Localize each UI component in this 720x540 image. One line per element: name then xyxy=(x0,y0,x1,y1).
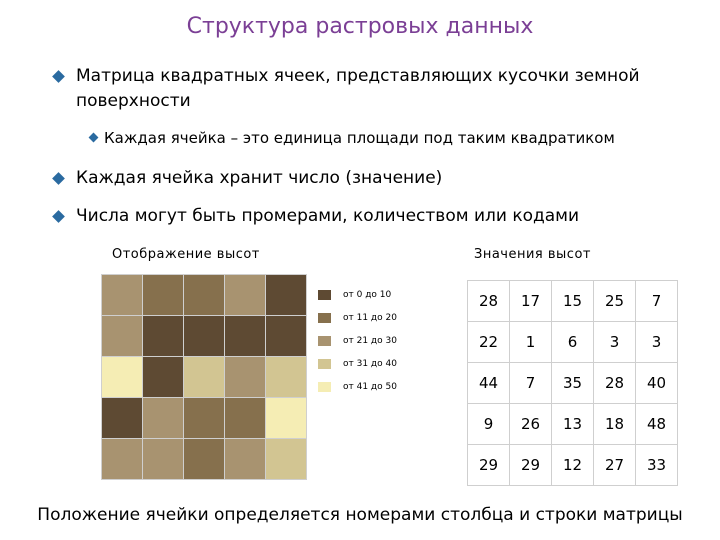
value-cell: 40 xyxy=(636,363,678,404)
value-cell: 35 xyxy=(552,363,594,404)
raster-cell xyxy=(143,357,183,397)
raster-cell xyxy=(102,275,142,315)
raster-cell xyxy=(225,275,265,315)
value-cell: 15 xyxy=(552,281,594,322)
footer-text: Положение ячейки определяется номерами столбца и строки матрицы xyxy=(37,505,683,525)
value-cell: 22 xyxy=(468,322,510,363)
legend-item xyxy=(318,375,397,398)
raster-cell xyxy=(184,275,224,315)
raster-cell xyxy=(102,357,142,397)
value-cell: 29 xyxy=(510,445,552,486)
raster-cell xyxy=(266,439,306,479)
raster-cell xyxy=(184,398,224,438)
raster-cell xyxy=(102,439,142,479)
raster-cell xyxy=(143,316,183,356)
raster-cell xyxy=(102,398,142,438)
value-cell: 9 xyxy=(468,404,510,445)
bullet-icon xyxy=(52,210,65,223)
legend-label: от 41 до 50 xyxy=(343,381,397,392)
value-cell: 28 xyxy=(468,281,510,322)
raster-cell xyxy=(143,439,183,479)
raster-display-caption: Отображение высот xyxy=(112,247,260,262)
value-cell: 12 xyxy=(552,445,594,486)
value-cell: 18 xyxy=(594,404,636,445)
bullet-icon xyxy=(52,70,65,83)
legend-label: от 31 до 40 xyxy=(343,358,397,369)
value-cell: 28 xyxy=(594,363,636,404)
value-cell: 26 xyxy=(510,404,552,445)
bullet-1-line-1: Матрица квадратных ячеек, представляющих кусочки земной xyxy=(76,66,640,86)
raster-cell xyxy=(225,316,265,356)
value-cell: 13 xyxy=(552,404,594,445)
raster-cell xyxy=(184,357,224,397)
raster-cell xyxy=(225,398,265,438)
value-cell: 29 xyxy=(468,445,510,486)
sub-bullet-1: Каждая ячейка – это единица площади под таким квадратиком xyxy=(104,129,615,147)
raster-cell xyxy=(143,275,183,315)
value-cell: 3 xyxy=(594,322,636,363)
raster-grid xyxy=(101,274,307,480)
raster-cell xyxy=(225,439,265,479)
value-cell: 25 xyxy=(594,281,636,322)
table-row xyxy=(468,322,678,363)
raster-cell xyxy=(225,357,265,397)
legend-swatch xyxy=(318,336,331,346)
sub-bullet-icon xyxy=(89,133,99,143)
value-cell: 3 xyxy=(636,322,678,363)
legend-item xyxy=(318,283,397,306)
legend-label: от 21 до 30 xyxy=(343,335,397,346)
slide-title: Структура растровых данных xyxy=(186,14,534,39)
legend-swatch xyxy=(318,382,331,392)
table-row xyxy=(468,363,678,404)
values-caption: Значения высот xyxy=(474,247,591,262)
raster-cell xyxy=(184,439,224,479)
raster-cell xyxy=(266,275,306,315)
legend-item xyxy=(318,329,397,352)
bullet-2: Каждая ячейка хранит число (значение) xyxy=(76,168,443,188)
raster-cell xyxy=(184,316,224,356)
raster-cell xyxy=(266,357,306,397)
table-row xyxy=(468,281,678,322)
table-row xyxy=(468,404,678,445)
value-cell: 44 xyxy=(468,363,510,404)
value-cell: 48 xyxy=(636,404,678,445)
bullet-icon xyxy=(52,172,65,185)
value-cell: 1 xyxy=(510,322,552,363)
legend-label: от 0 до 10 xyxy=(343,289,392,300)
raster-cell xyxy=(266,316,306,356)
raster-cell xyxy=(102,316,142,356)
table-row xyxy=(468,445,678,486)
bullet-1-line-2: поверхности xyxy=(76,91,191,111)
values-table xyxy=(467,280,678,486)
value-cell: 7 xyxy=(636,281,678,322)
legend-swatch xyxy=(318,313,331,323)
legend-label: от 11 до 20 xyxy=(343,312,397,323)
legend-item xyxy=(318,352,397,375)
legend-item xyxy=(318,306,397,329)
bullet-3: Числа могут быть промерами, количеством или кодами xyxy=(76,206,580,226)
legend-swatch xyxy=(318,359,331,369)
value-cell: 6 xyxy=(552,322,594,363)
value-cell: 27 xyxy=(594,445,636,486)
legend xyxy=(318,283,397,398)
raster-cell xyxy=(266,398,306,438)
raster-cell xyxy=(143,398,183,438)
legend-swatch xyxy=(318,290,331,300)
value-cell: 7 xyxy=(510,363,552,404)
value-cell: 33 xyxy=(636,445,678,486)
value-cell: 17 xyxy=(510,281,552,322)
